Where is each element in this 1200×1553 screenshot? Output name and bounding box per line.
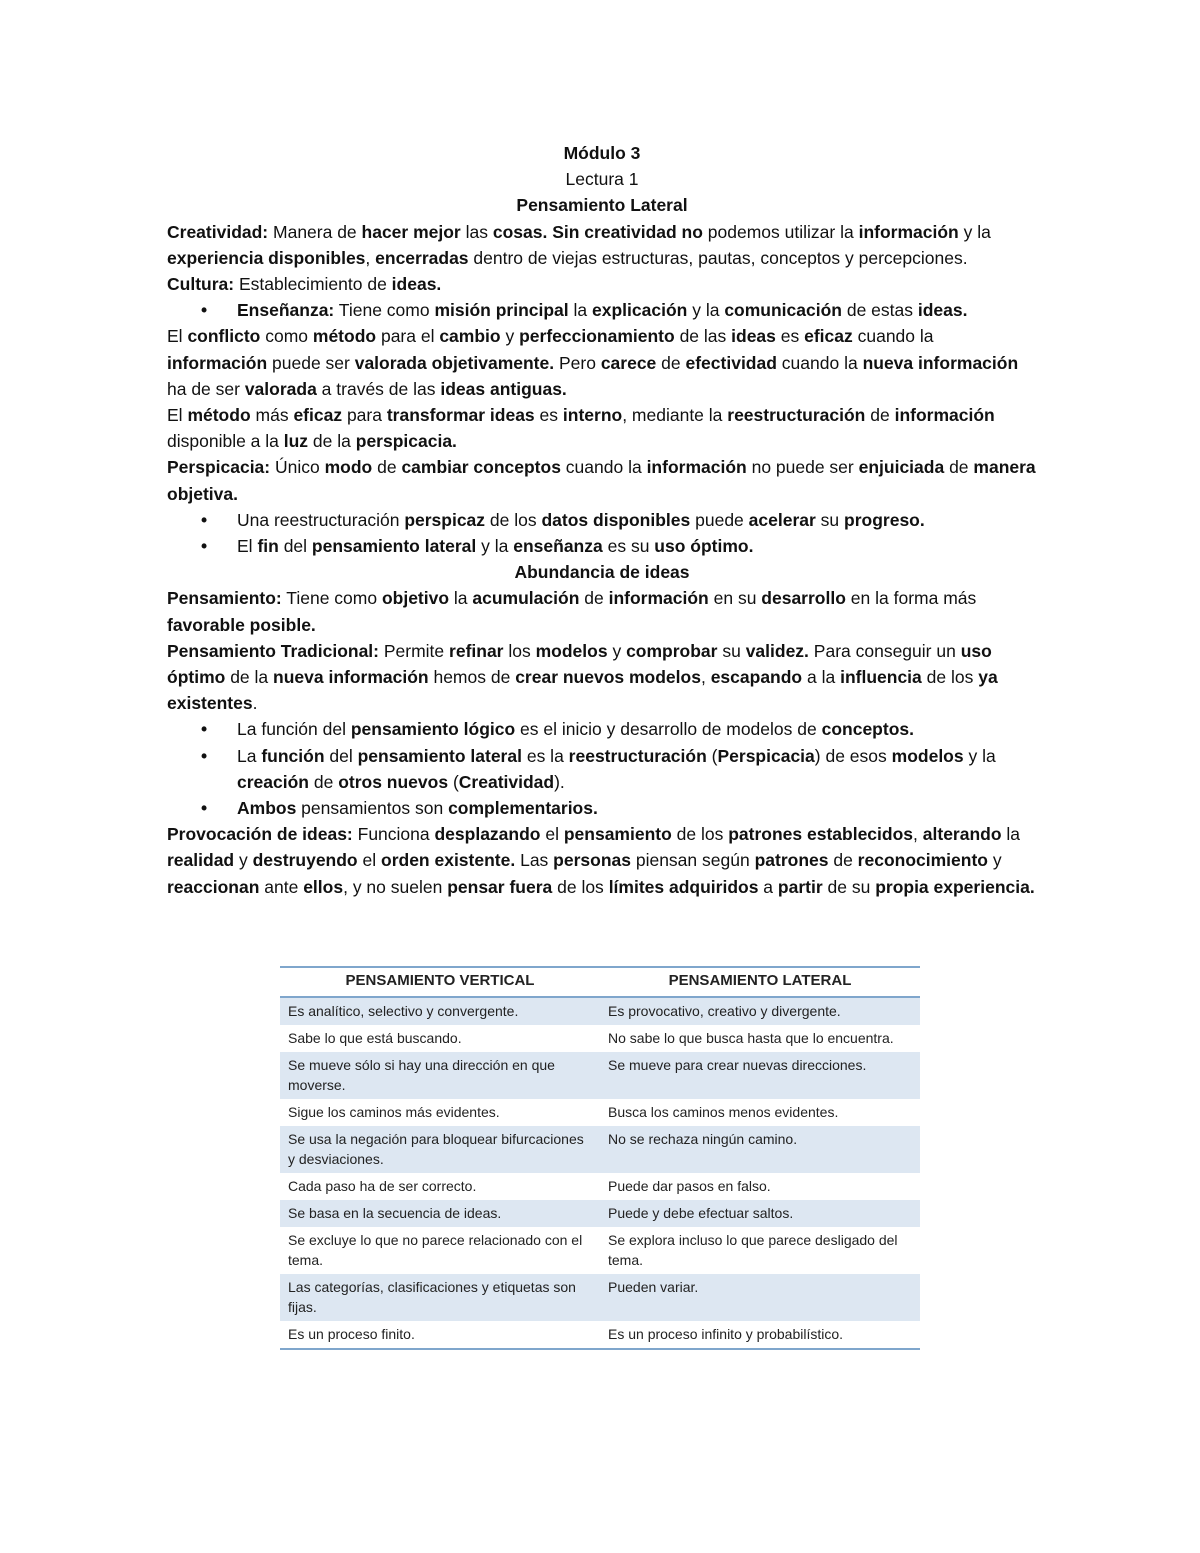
table-cell: Se excluye lo que no parece relacionado con el tema.: [288, 1232, 583, 1268]
list-item: • Una reestructuración perspicaz de los datos disponibles puede acelerar su progreso.: [237, 507, 1037, 533]
list-pensamiento: [167, 716, 1037, 821]
table-cell: Busca los caminos menos evidentes.: [608, 1104, 839, 1120]
list-perspicacia: [167, 507, 1037, 559]
paragraph-creatividad: Creatividad: Manera de hacer mejor las cosas. Sin creatividad no podemos utilizar la información y la experiencia disponibles, encerradas dentro de viejas estructuras, pautas, conceptos y percepciones.: [167, 221, 991, 268]
table-row: [280, 1126, 920, 1173]
topic-title: Pensamiento Lateral: [516, 195, 688, 216]
document-body: [167, 140, 1037, 900]
table-cell: Es provocativo, creativo y divergente.: [600, 997, 920, 1025]
table-cell: Es un proceso infinito y probabilístico.: [600, 1321, 920, 1349]
table-cell: Puede y debe efectuar saltos.: [600, 1200, 920, 1227]
table-cell: Puede dar pasos en falso.: [608, 1178, 771, 1194]
list-item: • La función del pensamiento lógico es el inicio y desarrollo de modelos de conceptos.: [237, 716, 1037, 742]
table-row: [280, 997, 920, 1025]
paragraph-provocacion: Provocación de ideas: Funciona desplazando el pensamiento de los patrones establecidos, alterando la realidad y destruyendo el orden existente. Las personas piensan según patrones de reconocimiento y reaccionan ante ellos, y no suelen pensar fuera de los límites adquiridos a partir de su propia experiencia.: [167, 824, 1035, 897]
table-row: [280, 1099, 920, 1126]
lecture-title: Lectura 1: [565, 169, 639, 190]
list-item: • La función del pensamiento lateral es la reestructuración (Perspicacia) de esos modelos y la creación de otros nuevos (Creatividad).: [237, 743, 1037, 795]
table-cell: Se mueve sólo si hay una dirección en que moverse.: [280, 1052, 600, 1099]
paragraph-perspicacia: Perspicacia: Único modo de cambiar conceptos cuando la información no puede ser enjuiciada de manera objetiva.: [167, 457, 1036, 504]
table-cell: Es analítico, selectivo y convergente.: [280, 997, 600, 1025]
paragraph-pensamiento: Pensamiento: Tiene como objetivo la acumulación de información en su desarrollo en la forma más favorable posible.: [167, 588, 977, 635]
list-item: • Ambos pensamientos son complementarios.: [237, 795, 1037, 821]
table-cell: No sabe lo que busca hasta que lo encuentra.: [608, 1030, 894, 1046]
table-row: [280, 1025, 920, 1052]
module-title: Módulo 3: [563, 143, 641, 163]
column-header-vertical: PENSAMIENTO VERTICAL: [280, 967, 600, 997]
paragraph-conflicto: El conflicto como método para el cambio y perfeccionamiento de las ideas es eficaz cuando la información puede ser valorada objetivamente. Pero carece de efectividad cuando la nueva información ha de ser valorada a través de las ideas antiguas.: [167, 326, 1019, 399]
column-header-lateral: PENSAMIENTO LATERAL: [600, 967, 920, 997]
table-row: [280, 1321, 920, 1349]
table-cell: Se basa en la secuencia de ideas.: [280, 1200, 600, 1227]
table-cell: No se rechaza ningún camino.: [600, 1126, 920, 1173]
table-cell: Las categorías, clasificaciones y etiquetas son fijas.: [280, 1274, 600, 1321]
list-ensenanza: [167, 297, 1037, 323]
table-cell: Se explora incluso lo que parece desligado del tema.: [608, 1232, 898, 1268]
paragraph-metodo: El método más eficaz para transformar ideas es interno, mediante la reestructuración de información disponible a la luz de la perspicacia.: [167, 405, 995, 452]
table-header-row: [280, 967, 920, 997]
list-item: • Enseñanza: Tiene como misión principal la explicación y la comunicación de estas ideas.: [237, 297, 1037, 323]
table-cell: Es un proceso finito.: [280, 1321, 600, 1349]
table-row: [280, 1200, 920, 1227]
table-row: [280, 1052, 920, 1099]
table-cell: Se mueve para crear nuevas direcciones.: [600, 1052, 920, 1099]
comparison-table: [280, 966, 920, 1350]
table-row: [280, 1227, 920, 1274]
section-heading-abundancia: Abundancia de ideas: [514, 562, 690, 583]
paragraph-cultura: Cultura: Establecimiento de ideas.: [167, 274, 442, 295]
table-cell: Cada paso ha de ser correcto.: [288, 1178, 477, 1194]
list-item: • El fin del pensamiento lateral y la enseñanza es su uso óptimo.: [237, 533, 1037, 559]
table-cell: Se usa la negación para bloquear bifurcaciones y desviaciones.: [280, 1126, 600, 1173]
table-row: [280, 1173, 920, 1200]
table-row: [280, 1274, 920, 1321]
table-cell: Sabe lo que está buscando.: [288, 1030, 462, 1046]
paragraph-tradicional: Pensamiento Tradicional: Permite refinar los modelos y comprobar su validez. Para conseguir un uso óptimo de la nueva información hemos de crear nuevos modelos, escapando a la influencia de los ya existentes.: [167, 640, 998, 714]
table-cell: Pueden variar.: [600, 1274, 920, 1321]
table-cell: Sigue los caminos más evidentes.: [288, 1104, 500, 1120]
